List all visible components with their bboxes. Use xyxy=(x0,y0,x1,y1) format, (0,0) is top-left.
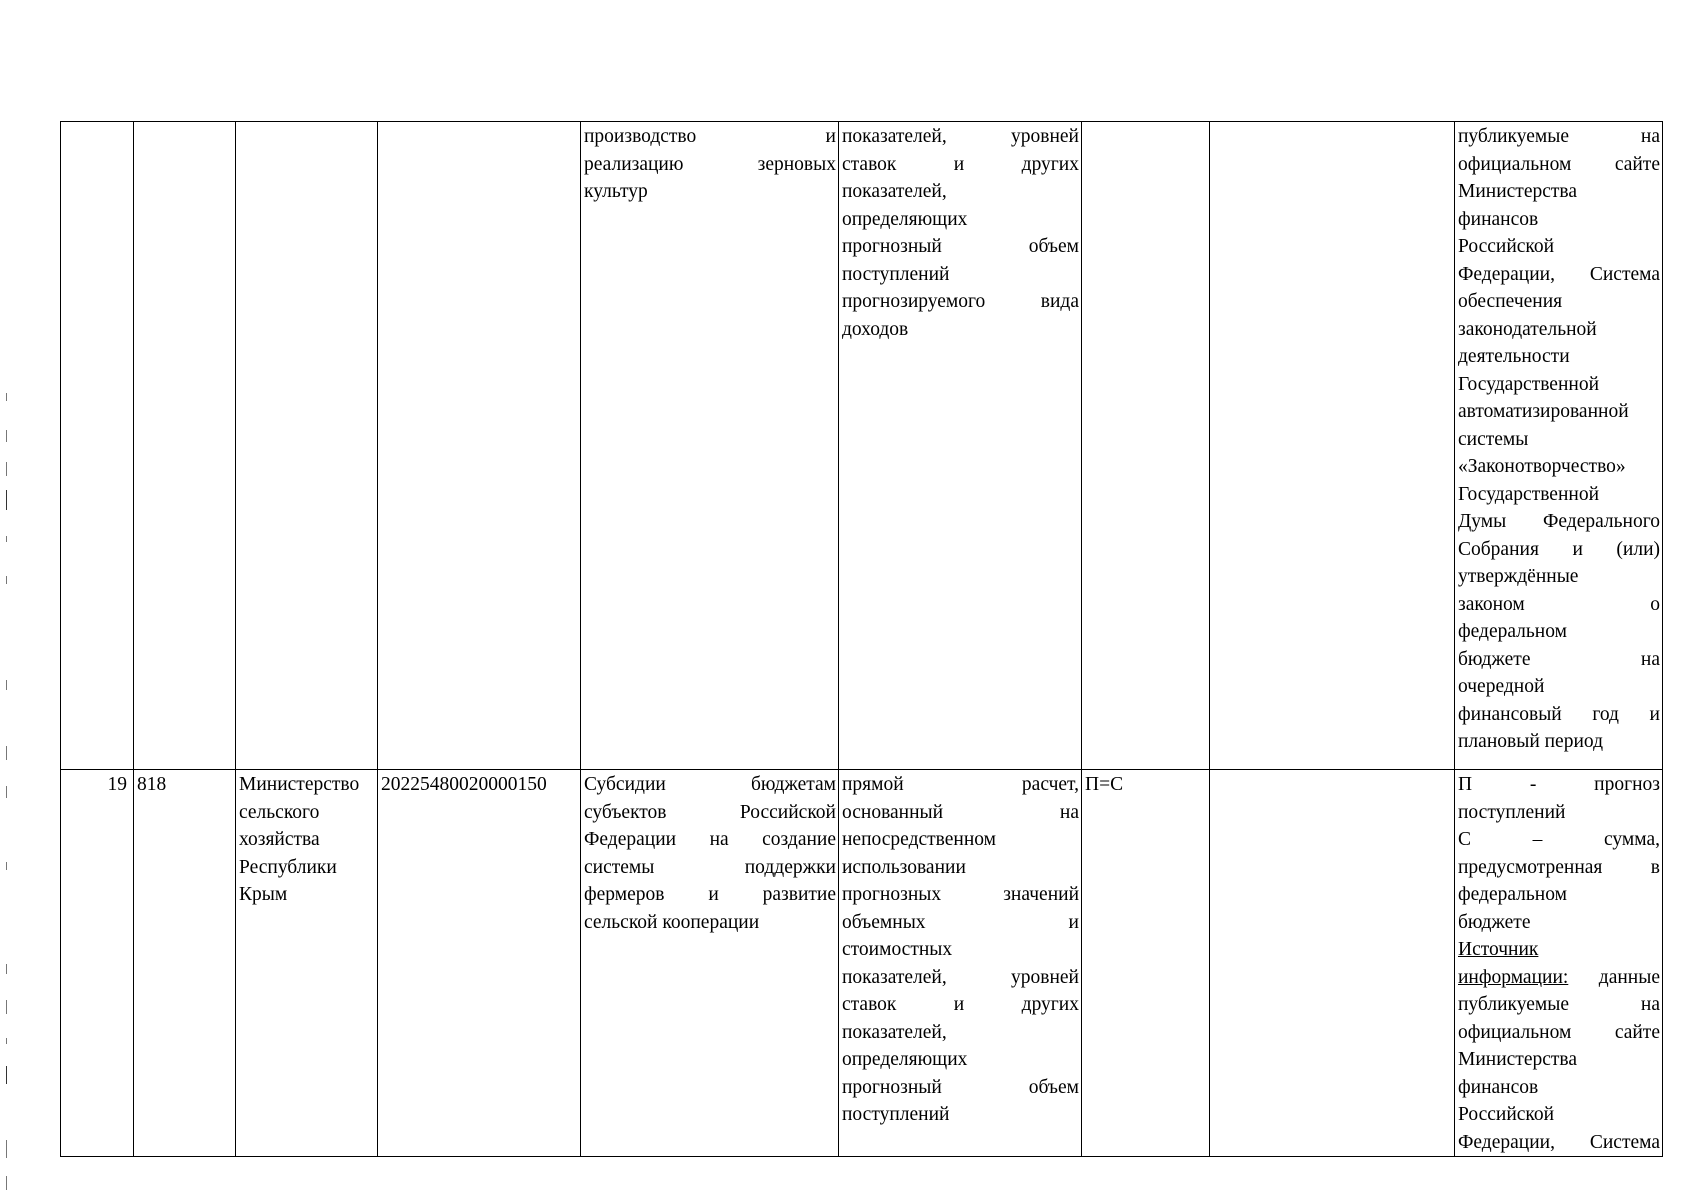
scan-mark xyxy=(6,746,7,760)
cell-line: Государственной xyxy=(1458,483,1600,505)
cell-line: стоимостных xyxy=(842,939,953,960)
cell-line: законом о xyxy=(1458,593,1660,615)
cell-kbk xyxy=(378,122,581,770)
cell-line: основанный на xyxy=(842,801,1079,823)
cell-line: Думы Федерального xyxy=(1458,511,1660,532)
cell-line: утверждённые xyxy=(1458,566,1579,587)
cell-line: показателей, уровней xyxy=(842,126,1079,147)
cell-line: Российской xyxy=(1458,1104,1555,1125)
scan-mark xyxy=(6,1176,7,1190)
scan-mark xyxy=(6,862,7,870)
cell-income-name xyxy=(581,770,839,1157)
cell-line: показателей, xyxy=(842,1021,947,1043)
scan-mark xyxy=(6,1038,7,1044)
scan-mark xyxy=(6,680,7,690)
cell-line: официальном сайте xyxy=(1458,153,1660,175)
cell-line: прогнозный объем xyxy=(842,1076,1079,1098)
cell-line: системы xyxy=(1458,428,1529,450)
cell-line: показателей, уровней xyxy=(842,966,1079,988)
cell-line: плановый период xyxy=(1458,731,1604,752)
cell-line: прогнозный объем xyxy=(842,236,1079,257)
cell-line: реализацию зерновых xyxy=(584,153,836,175)
cell-income-name xyxy=(581,122,839,770)
cell-line: очередной xyxy=(1458,676,1545,697)
scan-mark xyxy=(6,576,7,584)
cell-algorithm xyxy=(1210,770,1455,1157)
cell-admin-name: Министерство сельского хозяйства Республики Крым xyxy=(236,770,378,1157)
cell-line: определяющих xyxy=(842,208,968,230)
cell-line: федеральном xyxy=(1458,884,1567,905)
underlined-fragment: информации: xyxy=(1458,966,1569,988)
table-row xyxy=(61,770,1663,1157)
cell-line: «Законотворчество» xyxy=(1458,456,1626,477)
scan-mark xyxy=(6,1140,7,1158)
cell-line: обеспечения xyxy=(1458,291,1563,312)
scan-mark xyxy=(6,430,7,442)
cell-line: доходов xyxy=(842,318,909,340)
cell-line: финансов xyxy=(1458,208,1539,230)
scan-mark xyxy=(6,964,7,974)
cell-line: деятельности xyxy=(1458,346,1570,367)
cell-line: С – сумма, xyxy=(1458,829,1660,850)
cell-line: непосредственном xyxy=(842,829,997,850)
cell-line: Федерации, Система xyxy=(1458,263,1660,285)
cell-line: использовании xyxy=(842,856,966,878)
cell-number xyxy=(61,122,134,770)
cell-line: бюджете xyxy=(1458,911,1531,933)
cell-admin-code xyxy=(134,122,236,770)
cell-line: публикуемые на xyxy=(1458,126,1660,147)
cell-kbk: 20225480020000150 xyxy=(378,770,581,1157)
cell-line: ставок и других xyxy=(842,994,1079,1015)
cell-line: официальном сайте xyxy=(1458,1021,1660,1043)
cell-line: системы поддержки xyxy=(584,856,836,878)
cell-line: Государственной xyxy=(1458,373,1600,395)
cell-line: поступлений xyxy=(842,263,950,285)
cell-method xyxy=(839,770,1082,1157)
cell-line: П - прогноз xyxy=(1458,774,1660,795)
cell-source xyxy=(1455,122,1663,770)
cell-line: показателей, xyxy=(842,181,947,202)
cell-line: определяющих xyxy=(842,1049,968,1070)
forecast-methods-table xyxy=(60,121,1663,1157)
cell-number: 19 xyxy=(61,770,134,1157)
cell-line: Собрания и (или) xyxy=(1458,538,1660,560)
cell-line: прогнозируемого вида xyxy=(842,291,1079,312)
cell-line: финансов xyxy=(1458,1076,1539,1098)
cell-line: производство и xyxy=(584,126,836,147)
cell-line: финансовый год и xyxy=(1458,703,1660,725)
scan-mark xyxy=(6,786,7,798)
cell-line: Российской xyxy=(1458,236,1555,257)
cell-line: Источник xyxy=(1458,939,1539,960)
cell-source xyxy=(1455,770,1663,1157)
scan-mark xyxy=(6,536,7,542)
scan-mark xyxy=(6,393,7,401)
cell-line: прогнозных значений xyxy=(842,884,1079,905)
cell-line: прямой расчет, xyxy=(842,774,1079,795)
cell-line: предусмотренная в xyxy=(1458,856,1660,878)
cell-admin-name xyxy=(236,122,378,770)
cell-method xyxy=(839,122,1082,770)
scan-mark xyxy=(6,1066,7,1084)
cell-formula: П=С xyxy=(1082,770,1210,1157)
cell-line: ставок и других xyxy=(842,153,1079,175)
cell-formula xyxy=(1082,122,1210,770)
cell-line: объемных и xyxy=(842,911,1079,933)
cell-line: бюджете на xyxy=(1458,648,1660,670)
cell-algorithm xyxy=(1210,122,1455,770)
table-body xyxy=(61,122,1663,1157)
cell-line: поступлений xyxy=(1458,801,1566,823)
cell-line: Министерства xyxy=(1458,1049,1578,1070)
cell-line: Федерации, Система xyxy=(1458,1131,1660,1153)
cell-admin-code: 818 xyxy=(134,770,236,1157)
table-row xyxy=(61,122,1663,770)
scan-mark xyxy=(6,490,7,510)
cell-line: информации: данные xyxy=(1458,966,1660,988)
cell-line: культур xyxy=(584,181,648,202)
cell-line: публикуемые на xyxy=(1458,994,1660,1015)
cell-line: федеральном xyxy=(1458,621,1567,642)
cell-line: Федерации на создание xyxy=(584,829,836,850)
scan-mark xyxy=(6,462,7,476)
cell-line: сельской кооперации xyxy=(584,911,760,933)
cell-line: автоматизированной xyxy=(1458,401,1629,422)
cell-line: фермеров и развитие xyxy=(584,884,836,905)
scan-mark xyxy=(6,1000,7,1014)
cell-line: субъектов Российской xyxy=(584,801,836,823)
cell-line: поступлений xyxy=(842,1104,950,1125)
cell-line: законодательной xyxy=(1458,318,1597,340)
cell-line: Министерства xyxy=(1458,181,1578,202)
cell-line: Субсидии бюджетам xyxy=(584,774,836,795)
